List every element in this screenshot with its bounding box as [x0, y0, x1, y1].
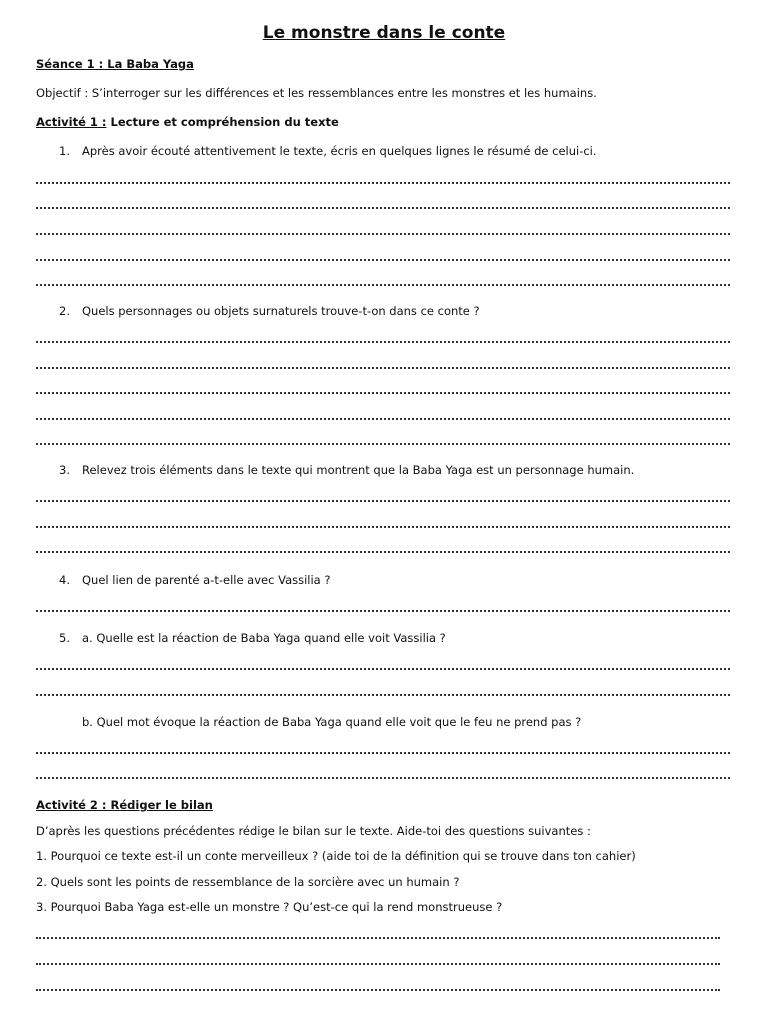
question-3-text: Relevez trois éléments dans le texte qui montrent que la Baba Yaga est un personnage humain.	[82, 463, 635, 477]
question-5b-text: b. Quel mot évoque la réaction de Baba Yaga quand elle voit que le feu ne prend pas ?	[82, 715, 582, 729]
answer-line[interactable]	[36, 392, 730, 394]
answer-line[interactable]	[36, 551, 730, 553]
answer-line[interactable]	[36, 207, 730, 209]
activite1-label: Activité 1 :	[36, 115, 107, 129]
answer-line[interactable]	[36, 500, 730, 502]
answer-line[interactable]	[36, 182, 730, 184]
question-2-number: 2.	[59, 304, 70, 318]
bilan-question-1: 1. Pourquoi ce texte est-il un conte merveilleux ? (aide toi de la définition qui se trouve dans ton cahier)	[36, 849, 636, 863]
answer-line[interactable]	[36, 752, 730, 754]
page-title: Le monstre dans le conte	[262, 23, 506, 43]
answer-line[interactable]	[36, 668, 730, 670]
answer-line[interactable]	[36, 443, 730, 445]
seance-heading	[36, 57, 194, 71]
answer-line[interactable]	[36, 284, 730, 286]
question-4-text: Quel lien de parenté a-t-elle avec Vassilia ?	[82, 573, 331, 587]
answer-line[interactable]	[36, 963, 720, 965]
answer-line[interactable]	[36, 610, 730, 612]
answer-line[interactable]	[36, 989, 720, 991]
activite1-heading	[36, 115, 339, 129]
bilan-question-3: 3. Pourquoi Baba Yaga est-elle un monstre ? Qu’est-ce qui la rend monstrueuse ?	[36, 900, 503, 914]
question-3-number: 3.	[59, 463, 70, 477]
question-1-text: Après avoir écouté attentivement le texte, écris en quelques lignes le résumé de celui-ci.	[82, 144, 597, 158]
question-2-text: Quels personnages ou objets surnaturels trouve-t-on dans ce conte ?	[82, 304, 480, 318]
seance-label: Séance 1 : La Baba Yaga	[36, 57, 194, 71]
activite1-title: Lecture et compréhension du texte	[110, 115, 339, 129]
answer-line[interactable]	[36, 418, 730, 420]
answer-line[interactable]	[36, 341, 730, 343]
answer-line[interactable]	[36, 694, 730, 696]
objectif-text: Objectif : S’interroger sur les différences et les ressemblances entre les monstres et les humains.	[36, 86, 597, 100]
question-5-number: 5.	[59, 631, 70, 645]
answer-line[interactable]	[36, 259, 730, 261]
answer-line[interactable]	[36, 526, 730, 528]
answer-line[interactable]	[36, 367, 730, 369]
answer-line[interactable]	[36, 777, 730, 779]
answer-line[interactable]	[36, 233, 730, 235]
question-1-number: 1.	[59, 144, 70, 158]
activite2-title: Activité 2 : Rédiger le bilan	[36, 798, 213, 812]
question-4-number: 4.	[59, 573, 70, 587]
answer-line[interactable]	[36, 937, 720, 939]
activite2-heading	[36, 798, 213, 812]
bilan-question-2: 2. Quels sont les points de ressemblance de la sorcière avec un humain ?	[36, 875, 460, 889]
activite2-intro: D’après les questions précédentes rédige le bilan sur le texte. Aide-toi des questions suivantes :	[36, 824, 591, 838]
question-5a-text: a. Quelle est la réaction de Baba Yaga quand elle voit Vassilia ?	[82, 631, 446, 645]
